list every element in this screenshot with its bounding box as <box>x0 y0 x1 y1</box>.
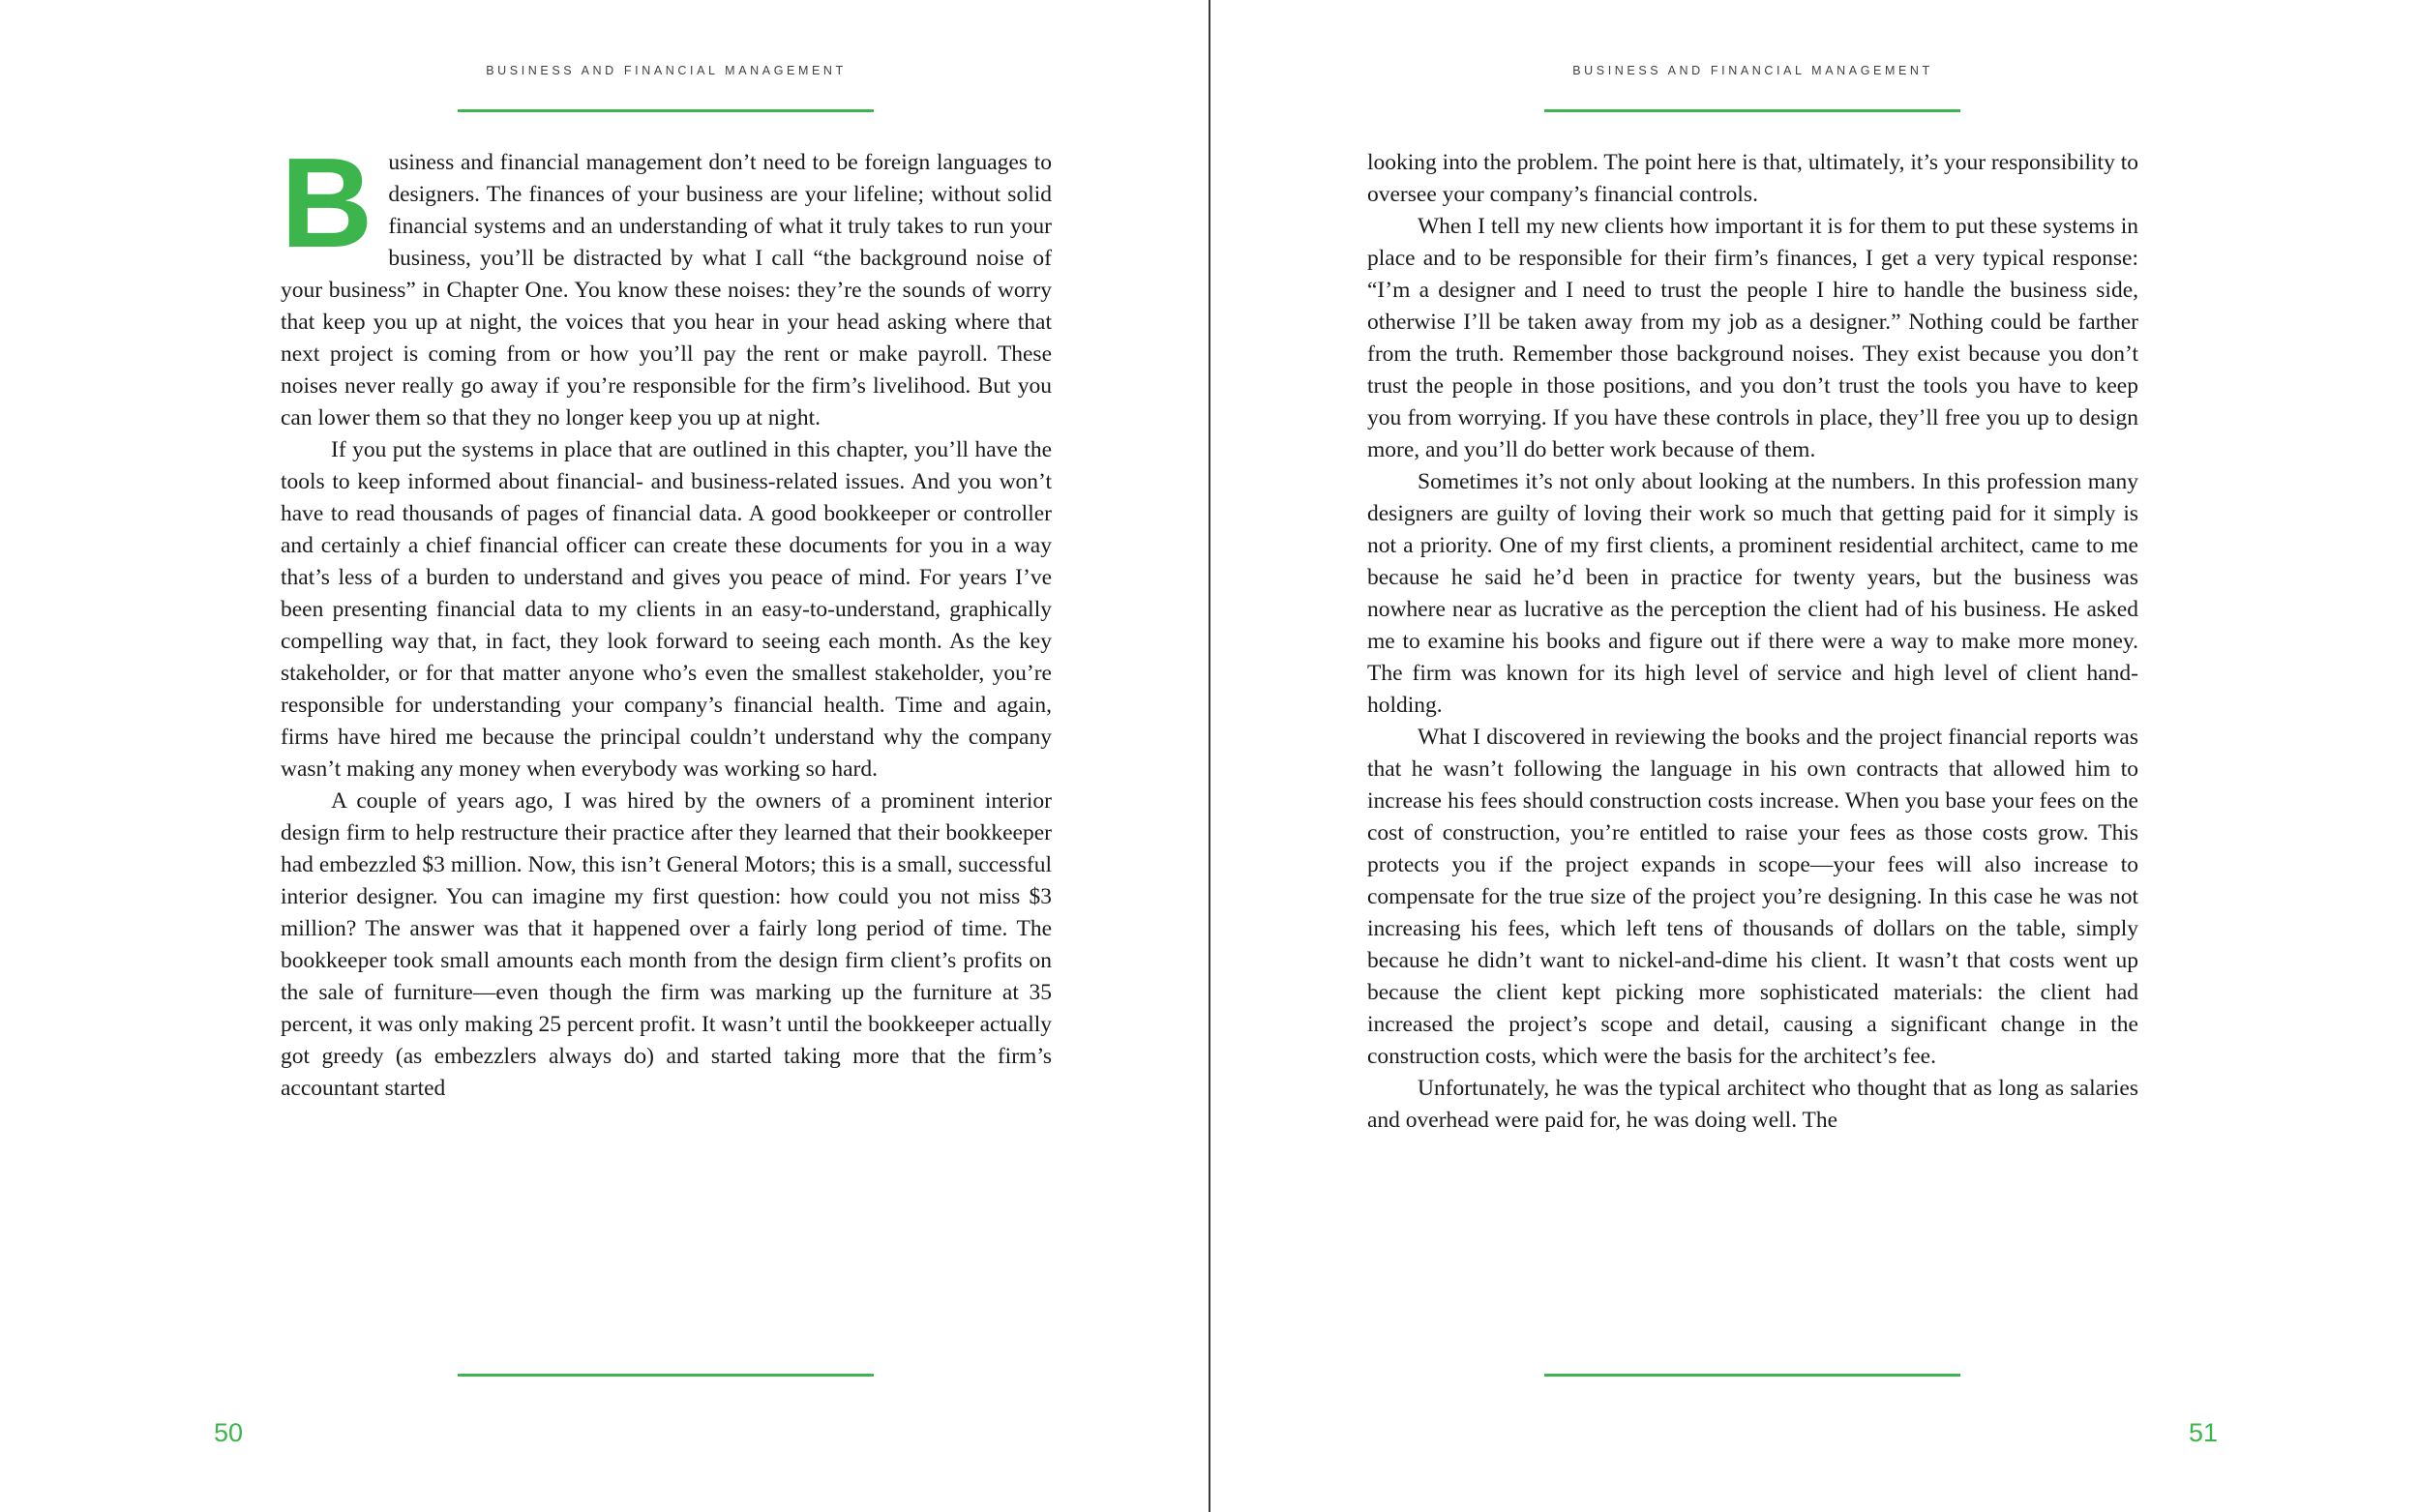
body-text-column <box>1367 147 2138 1137</box>
paragraph: Sometimes it’s not only about looking at the numbers. In this profession many designers are guilty of loving their work so much that getting paid for it simply is not a priority. One of my first clients, a prominent residential architect, came to me because he said he’d been in practice for twenty years, but the business was nowhere near as lucrative as the perception the client had of his business. He asked me to examine his books and figure out if there were a way to make more money. The firm was known for its high level of service and high level of client hand-holding. <box>1367 469 2138 718</box>
paragraph: looking into the problem. The point here is that, ultimately, it’s your responsibility to oversee your company’s financial controls. <box>1367 150 2138 207</box>
header-rule <box>458 109 874 112</box>
paragraph: When I tell my new clients how important it is for them to put these systems in place and to be responsible for their firm’s finances, I get a very typical response: “I’m a designer and I need to trust the people I hire to handle the business side, otherwise I’ll be taken away from my job as a designer.” Nothing could be farther from the truth. Remember those background noises. They exist because you don’t trust the people in those positions, and you don’t trust the tools you have to keep you from worrying. If you have these controls in place, they’ll free you up to design more, and you’ll do better work because of them. <box>1367 214 2138 462</box>
page-number: 51 <box>2188 1418 2218 1447</box>
page-gutter-divider <box>1209 0 1210 1512</box>
header-rule <box>1544 109 1960 112</box>
paragraph: If you put the systems in place that are outlined in this chapter, you’ll have the tools to keep informed about financial- and business-related issues. And you won’t have to read thousands of pages of financial data. A good bookkeeper or controller and certainly a chief financial officer can create these documents for you in a way that’s less of a burden to understand and gives you peace of mind. For years I’ve been presenting financial data to my clients in an easy-to-understand, graphically compelling way that, in fact, they look forward to seeing each month. As the key stakeholder, or for that matter anyone who’s even the smallest stakeholder, you’re responsible for understanding your company’s financial health. Time and again, firms have hired me because the principal couldn’t understand why the company wasn’t making any money when everybody was working so hard. <box>281 437 1052 782</box>
page-number: 50 <box>214 1418 244 1447</box>
body-text-column <box>281 132 1052 1105</box>
running-head: BUSINESS AND FINANCIAL MANAGEMENT <box>1572 64 1933 77</box>
drop-cap: B <box>281 132 373 274</box>
footer-rule <box>1544 1374 1960 1377</box>
footer-rule <box>458 1374 874 1377</box>
paragraph <box>281 132 1052 434</box>
paragraph: Unfortunately, he was the typical architect who thought that as long as salaries and overhead were paid for, he was doing well. The <box>1367 1076 2138 1133</box>
paragraph: What I discovered in reviewing the books and the project financial reports was that he wasn’t following the language in his own contracts that allowed him to increase his fees should construction costs increase. When you base your fees on the cost of construction, you’re entitled to raise your fees as those costs grow. This protects you if the project expands in scope—your fees will also increase to compensate for the true size of the project you’re designing. In this case he was not increasing his fees, which left tens of thousands of dollars on the table, simply because he didn’t want to nickel-and-dime his client. It wasn’t that costs went up because the client kept picking more sophisticated materials: the client had increased the project’s scope and detail, causing a significant change in the construction costs, which were the basis for the architect’s fee. <box>1367 725 2138 1069</box>
right-page <box>1210 0 2419 1512</box>
paragraph: A couple of years ago, I was hired by the owners of a prominent interior design firm to help restructure their practice after they learned that their bookkeeper had embezzled $3 million. Now, this isn’t General Motors; this is a small, successful interior designer. You can imagine my first question: how could you not miss $3 million? The answer was that it happened over a fairly long period of time. The bookkeeper took small amounts each month from the design firm client’s profits on the sale of furniture—even though the firm was marking up the furniture at 35 percent, it was only making 25 percent profit. It wasn’t until the bookkeeper actually got greedy (as embezzlers always do) and started taking more that the firm’s accountant started <box>281 788 1052 1101</box>
paragraph-text: usiness and financial management don’t need to be foreign languages to designers. The finances of your business are your lifeline; without solid financial systems and an understanding of what it truly takes to run your business, you’ll be distracted by what I call “the background noise of your business” in Chapter One. You know these noises: they’re the sounds of worry that keep you up at night, the voices that you hear in your head asking where that next project is coming from or how you’ll pay the rent or make payroll. These noises never really go away if you’re responsible for the firm’s livelihood. But you can lower them so that they no longer keep you up at night. <box>281 150 1052 430</box>
running-head: BUSINESS AND FINANCIAL MANAGEMENT <box>486 64 847 77</box>
